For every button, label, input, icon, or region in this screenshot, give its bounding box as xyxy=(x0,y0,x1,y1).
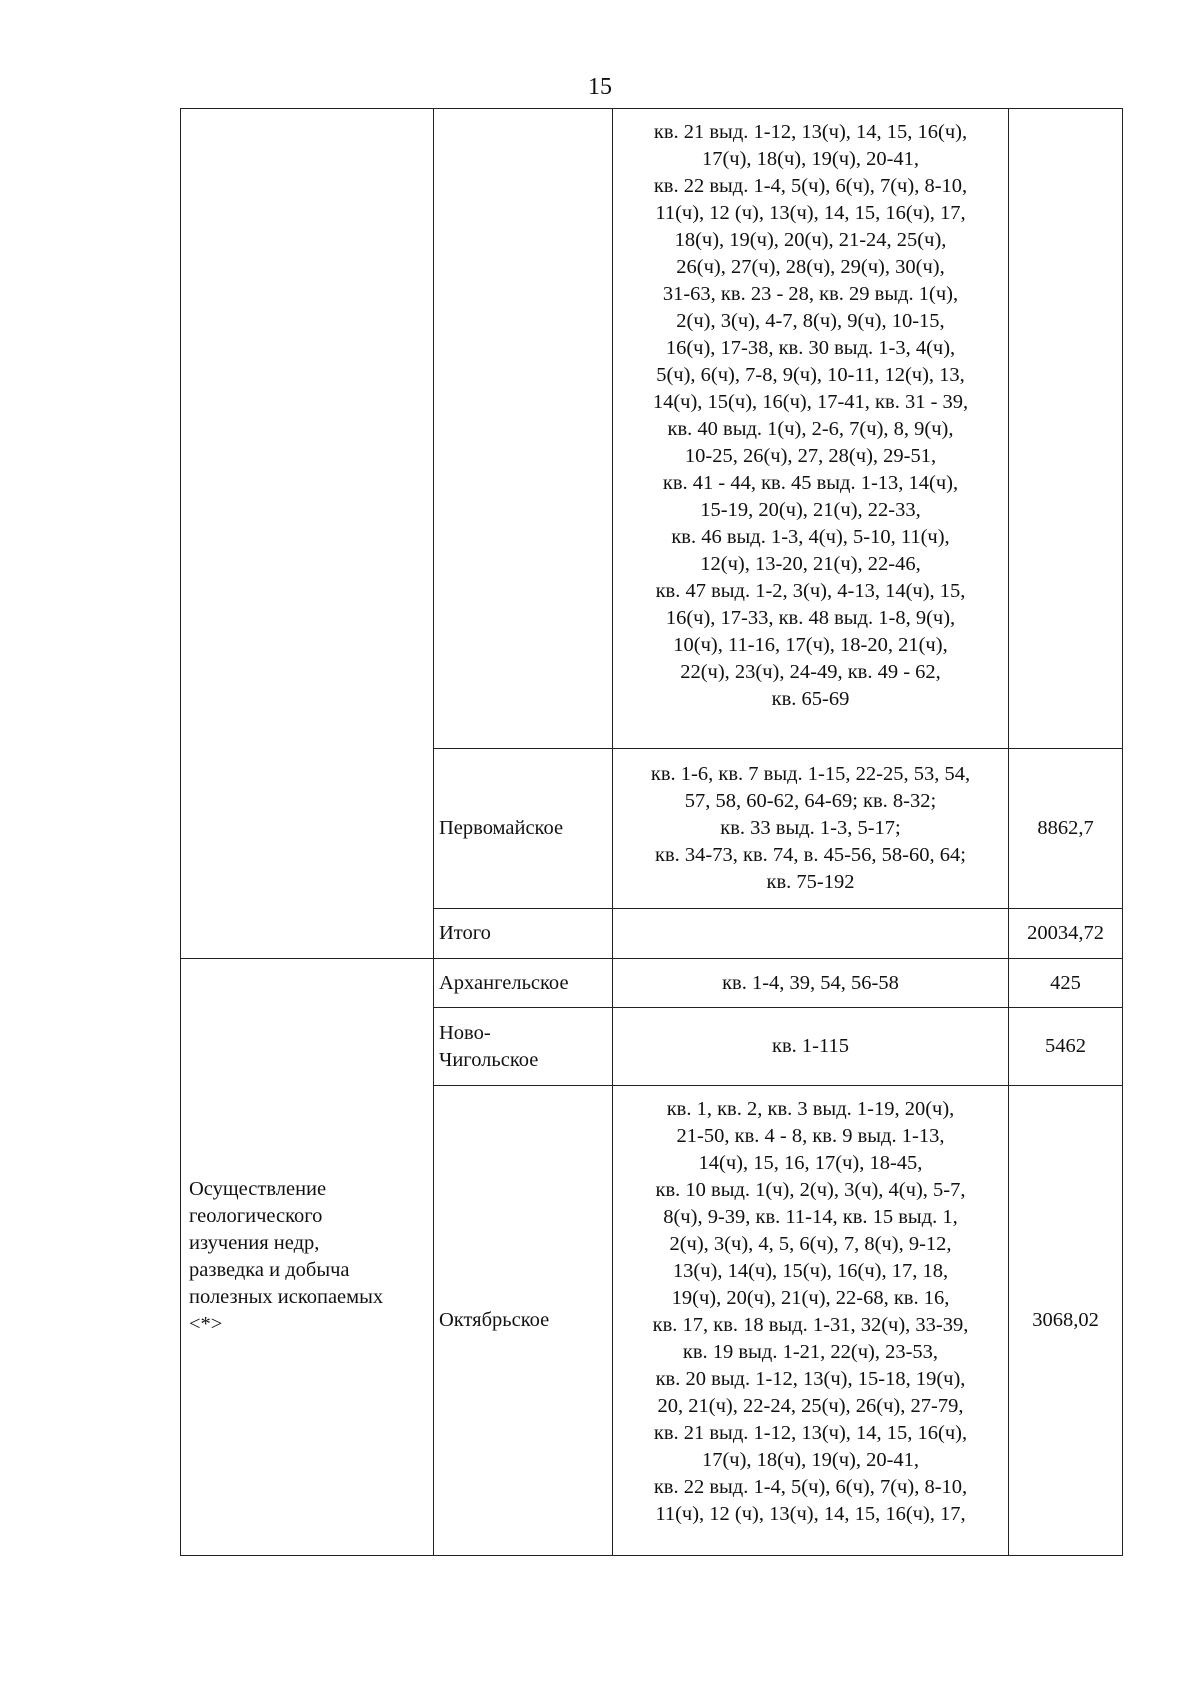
activity-cell-previous xyxy=(181,109,434,959)
area-cell: 5462 xyxy=(1009,1008,1123,1086)
area-cell: 3068,02 xyxy=(1009,1086,1123,1556)
blocks-line: кв. 75-192 xyxy=(766,871,855,893)
blocks-line: 18(ч), 19(ч), 20(ч), 21-24, 25(ч), xyxy=(674,229,947,251)
table-row xyxy=(181,959,1123,1008)
blocks-cell xyxy=(613,749,1009,909)
blocks-line: кв. 1-4, 39, 54, 56-58 xyxy=(722,971,899,994)
blocks-line: 26(ч), 27(ч), 28(ч), 29(ч), 30(ч), xyxy=(676,256,945,278)
blocks-line: кв. 21 выд. 1-12, 13(ч), 14, 15, 16(ч), xyxy=(653,121,968,143)
blocks-line: кв. 40 выд. 1(ч), 2-6, 7(ч), 8, 9(ч), xyxy=(667,418,954,440)
blocks-line: 31-63, кв. 23 - 28, кв. 29 выд. 1(ч), xyxy=(662,283,959,305)
area-cell xyxy=(1009,109,1123,749)
blocks-line: 2(ч), 3(ч), 4-7, 8(ч), 9(ч), 10-15, xyxy=(676,310,945,332)
blocks-cell xyxy=(613,909,1009,959)
blocks-line: кв. 17, кв. 18 выд. 1-31, 32(ч), 33-39, xyxy=(652,1314,969,1336)
blocks-line: кв. 47 выд. 1-2, 3(ч), 4-13, 14(ч), 15, xyxy=(655,580,966,602)
forestry-cell: Октябрьское xyxy=(434,1086,613,1556)
blocks-line: кв. 33 выд. 1-3, 5-17; xyxy=(720,817,901,839)
activity-line: полезных ископаемых xyxy=(189,1286,384,1308)
blocks-cell xyxy=(613,1008,1009,1086)
total-area-cell: 20034,72 xyxy=(1009,909,1123,959)
blocks-line: кв. 22 выд. 1-4, 5(ч), 6(ч), 7(ч), 8-10, xyxy=(653,1476,968,1498)
forestry-cell xyxy=(434,1008,613,1086)
blocks-line: кв. 20 выд. 1-12, 13(ч), 15-18, 19(ч), xyxy=(655,1368,966,1390)
activity-line: <*> xyxy=(189,1313,223,1335)
blocks-line: кв. 41 - 44, кв. 45 выд. 1-13, 14(ч), xyxy=(662,472,959,494)
blocks-cell xyxy=(613,1086,1009,1556)
blocks-line: 17(ч), 18(ч), 19(ч), 20-41, xyxy=(701,148,920,170)
forestry-cell: Первомайское xyxy=(434,749,613,909)
blocks-line: 13(ч), 14(ч), 15(ч), 16(ч), 17, 18, xyxy=(672,1260,949,1282)
blocks-line: кв. 1-6, кв. 7 выд. 1-15, 22-25, 53, 54, xyxy=(650,763,971,785)
blocks-line: 20, 21(ч), 22-24, 25(ч), 26(ч), 27-79, xyxy=(657,1395,964,1417)
blocks-line: 16(ч), 17-33, кв. 48 выд. 1-8, 9(ч), xyxy=(665,607,956,629)
blocks-line: 22(ч), 23(ч), 24-49, кв. 49 - 62, xyxy=(680,661,941,683)
blocks-line: 57, 58, 60-62, 64-69; кв. 8-32; xyxy=(684,790,937,812)
blocks-cell xyxy=(613,959,1009,1008)
blocks-line: 8(ч), 9-39, кв. 11-14, кв. 15 выд. 1, xyxy=(663,1206,958,1228)
page-number: 15 xyxy=(588,74,612,100)
blocks-line: 21-50, кв. 4 - 8, кв. 9 выд. 1-13, xyxy=(676,1125,945,1147)
activity-line: Осуществление xyxy=(189,1178,327,1200)
blocks-line: 17(ч), 18(ч), 19(ч), 20-41, xyxy=(701,1449,920,1471)
blocks-line: кв. 19 выд. 1-21, 22(ч), 23-53, xyxy=(682,1341,939,1363)
blocks-line: 10(ч), 11-16, 17(ч), 18-20, 21(ч), xyxy=(673,634,948,656)
forestry-line: Ново- xyxy=(439,1021,491,1044)
blocks-line: кв. 34-73, кв. 74, в. 45-56, 58-60, 64; xyxy=(655,844,966,866)
blocks-line: кв. 22 выд. 1-4, 5(ч), 6(ч), 7(ч), 8-10, xyxy=(653,175,968,197)
blocks-line: кв. 65-69 xyxy=(771,688,850,710)
activity-line: изучения недр, xyxy=(189,1232,320,1254)
activity-line: геологического xyxy=(189,1205,323,1227)
forestry-line: Чигольское xyxy=(439,1048,539,1071)
blocks-line: кв. 10 выд. 1(ч), 2(ч), 3(ч), 4(ч), 5-7, xyxy=(655,1179,966,1201)
blocks-line: кв. 1, кв. 2, кв. 3 выд. 1-19, 20(ч), xyxy=(666,1098,955,1120)
activity-line: разведка и добыча xyxy=(189,1259,350,1281)
blocks-line: 11(ч), 12 (ч), 13(ч), 14, 15, 16(ч), 17, xyxy=(655,1503,966,1525)
blocks-line: кв. 1-115 xyxy=(772,1035,849,1057)
blocks-line: 2(ч), 3(ч), 4, 5, 6(ч), 7, 8(ч), 9-12, xyxy=(669,1233,952,1255)
forestry-blocks-table xyxy=(180,108,1123,1556)
total-label-cell: Итого xyxy=(434,909,613,959)
area-cell: 8862,7 xyxy=(1009,749,1123,909)
blocks-line: 10-25, 26(ч), 27, 28(ч), 29-51, xyxy=(684,445,937,467)
activity-description xyxy=(189,1176,427,1338)
blocks-line: 14(ч), 15, 16, 17(ч), 18-45, xyxy=(698,1152,923,1174)
blocks-line: 12(ч), 13-20, 21(ч), 22-46, xyxy=(700,553,921,575)
blocks-line: 19(ч), 20(ч), 21(ч), 22-68, кв. 16, xyxy=(671,1287,950,1309)
forestry-cell: Архангельское xyxy=(434,959,613,1008)
blocks-line: 11(ч), 12 (ч), 13(ч), 14, 15, 16(ч), 17, xyxy=(655,202,966,224)
blocks-line: 14(ч), 15(ч), 16(ч), 17-41, кв. 31 - 39, xyxy=(652,391,969,413)
table-row xyxy=(181,109,1123,749)
blocks-line: 16(ч), 17-38, кв. 30 выд. 1-3, 4(ч), xyxy=(665,337,956,359)
area-cell: 425 xyxy=(1009,959,1123,1008)
blocks-line: кв. 21 выд. 1-12, 13(ч), 14, 15, 16(ч), xyxy=(653,1422,968,1444)
blocks-line: 5(ч), 6(ч), 7-8, 9(ч), 10-11, 12(ч), 13, xyxy=(656,364,965,386)
activity-cell xyxy=(181,959,434,1556)
blocks-line: 15-19, 20(ч), 21(ч), 22-33, xyxy=(700,499,921,521)
blocks-cell xyxy=(613,109,1009,749)
forestry-cell xyxy=(434,109,613,749)
blocks-line: кв. 46 выд. 1-3, 4(ч), 5-10, 11(ч), xyxy=(671,526,950,548)
